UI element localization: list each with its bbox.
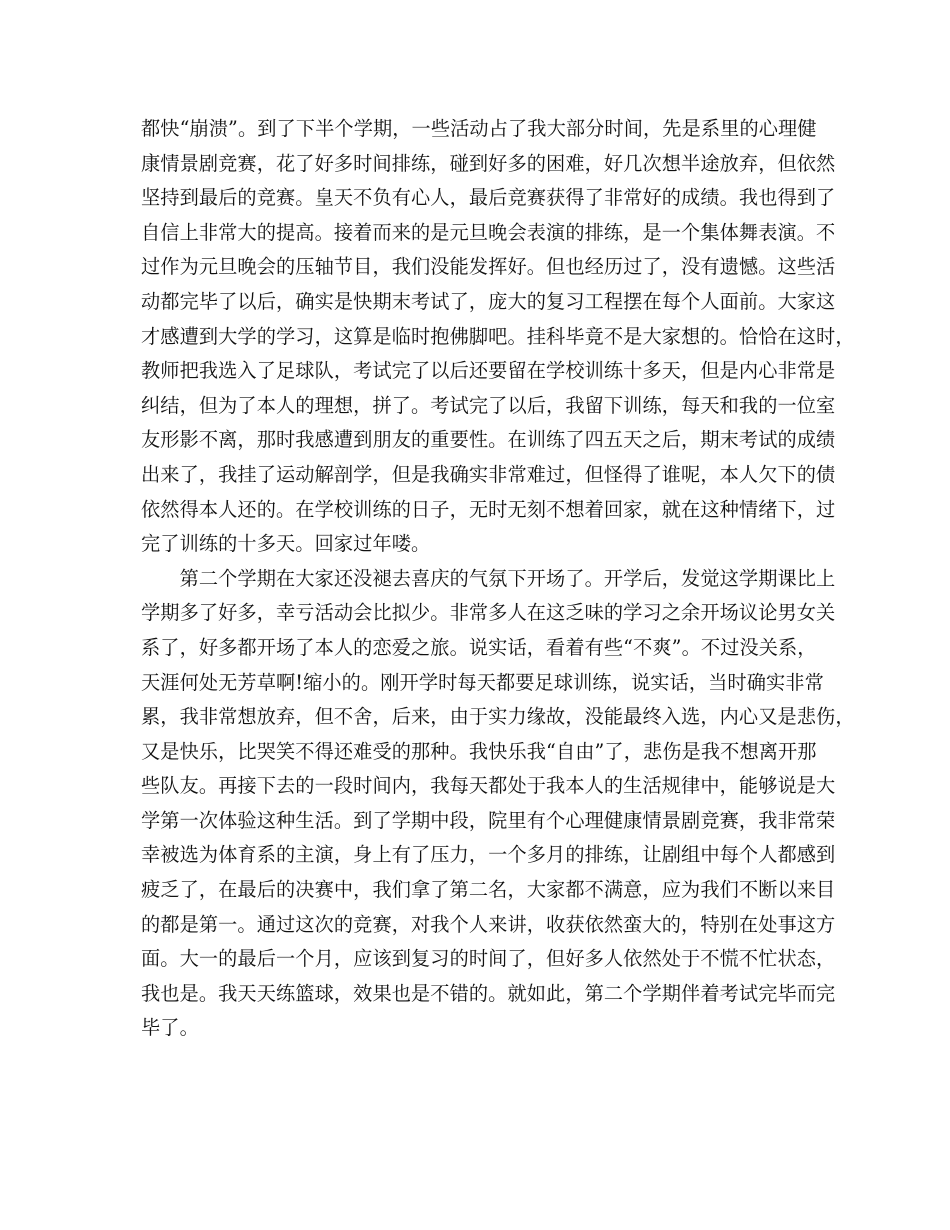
text-line: 学第一次体验这种生活。到了学期中段，院里有个心理健康情景剧竞赛，我非常荣	[141, 808, 836, 832]
text-line: 动都完毕了以后，确实是快期末考试了，庞大的复习工程摆在每个人面前。大家这	[141, 289, 836, 313]
text-line: 才感遭到大学的学习，这算是临时抱佛脚吧。挂科毕竟不是大家想的。恰恰在这时，	[141, 324, 855, 348]
text-line: 疲乏了，在最后的决赛中，我们拿了第二名，大家都不满意，应为我们不断以来目	[141, 878, 836, 902]
text-line: 纠结，但为了本人的理想，拼了。考试完了以后，我留下训练，每天和我的一位室	[141, 393, 836, 417]
text-line: 康情景剧竞赛，花了好多时间排练，碰到好多的困难，好几次想半途放弃，但依然	[141, 151, 836, 175]
text-line: 都快“崩溃”。到了下半个学期，一些活动占了我大部分时间，先是系里的心理健	[141, 117, 817, 140]
text-line: 教师把我选入了足球队，考试完了以后还要留在学校训练十多天，但是内心非常是	[141, 359, 836, 383]
text-line: 友形影不离，那时我感遭到朋友的重要性。在训练了四五天之后，期末考试的成绩	[141, 428, 836, 452]
text-line: 天涯何处无芳草啊!缩小的。刚开学时每天都要足球训练，说实话，当时确实非常	[141, 670, 824, 694]
text-line: 依然得本人还的。在学校训练的日子，无时无刻不想着回家，就在这种情绪下，过	[141, 497, 836, 521]
text-line: 毕了。	[141, 1016, 199, 1040]
text-line: 自信上非常大的提高。接着而来的是元旦晚会表演的排练，是一个集体舞表演。不	[141, 220, 836, 244]
text-line: 面。大一的最后一个月，应该到复习的时间了，但好多人依然处于不慌不忙状态，	[141, 947, 836, 971]
text-line: 累，我非常想放弃，但不舍，后来，由于实力缘故，没能最终入选，内心又是悲伤，	[141, 705, 855, 729]
body-text	[141, 112, 855, 1046]
text-line: 坚持到最后的竞赛。皇天不负有心人，最后竞赛获得了非常好的成绩。我也得到了	[141, 186, 836, 210]
text-line: 完了训练的十多天。回家过年喽。	[141, 532, 431, 556]
text-line: 过作为元旦晚会的压轴节目，我们没能发挥好。但也经历过了，没有遗憾。这些活	[141, 255, 836, 279]
text-line: 又是快乐，比哭笑不得还难受的那种。我快乐我“自由”了，悲伤是我不想离开那	[141, 739, 817, 763]
text-line: 学期多了好多，幸亏活动会比拟少。非常多人在这乏味的学习之余开场议论男女关	[141, 601, 836, 625]
text-line: 我也是。我天天练篮球，效果也是不错的。就如此，第二个学期伴着考试完毕而完	[141, 981, 836, 1005]
text-line: 第二个学期在大家还没褪去喜庆的气氛下开场了。开学后，发觉这学期课比上	[141, 566, 836, 590]
text-line: 系了，好多都开场了本人的恋爱之旅。说实话，看着有些“不爽”。不过没关系，	[141, 635, 817, 659]
text-line: 的都是第一。通过这次的竞赛，对我个人来讲，收获依然蛮大的，特别在处事这方	[141, 912, 836, 936]
text-line: 些队友。再接下去的一段时间内，我每天都处于我本人的生活规律中，能够说是大	[141, 774, 836, 798]
text-line: 幸被选为体育系的主演，身上有了压力，一个多月的排练，让剧组中每个人都感到	[141, 843, 836, 867]
text-line: 出来了，我挂了运动解剖学，但是我确实非常难过，但怪得了谁呢，本人欠下的债	[141, 462, 836, 486]
